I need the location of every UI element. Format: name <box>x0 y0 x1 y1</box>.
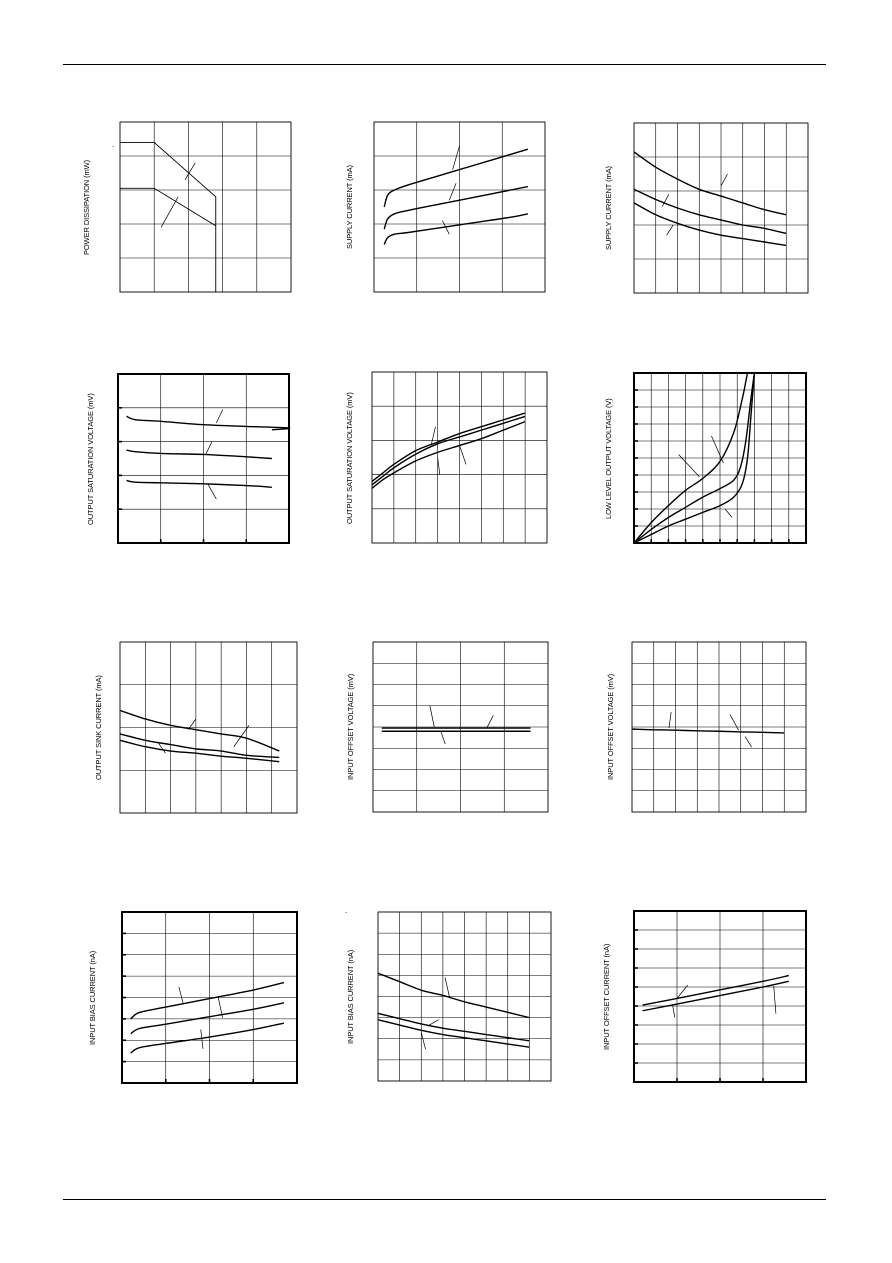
series-line-1 <box>378 973 529 1017</box>
series-line-1 <box>120 710 279 751</box>
y-axis-label: SUPPLY CURRENT (mA) <box>345 165 354 249</box>
leader-line <box>438 458 440 475</box>
leader-line <box>725 509 732 518</box>
leader-line <box>206 442 212 455</box>
chart-power-dissipation <box>120 122 291 292</box>
y-axis-label: INPUT OFFSET VOLTAGE (mV) <box>606 673 615 780</box>
leader-line <box>188 719 196 730</box>
series-line-1 <box>131 983 284 1019</box>
series-line-3 <box>131 1023 284 1053</box>
leader-line <box>216 409 222 423</box>
series-line-1 <box>634 152 786 215</box>
series-line-3 <box>372 422 525 489</box>
leader-line <box>487 715 494 728</box>
series-line-2 <box>634 189 786 233</box>
plot-frame <box>120 122 291 292</box>
chart-svg <box>634 123 808 293</box>
y-axis-label: INPUT BIAS CURRENT (nA) <box>88 950 97 1045</box>
y-axis-label: OUTPUT SATURATION VOLTAGE (mV) <box>345 391 354 524</box>
chart-input-offset-voltage-2 <box>632 642 806 812</box>
leader-line <box>179 987 183 1004</box>
leader-line <box>673 1006 675 1017</box>
chart-svg <box>372 372 547 543</box>
series-line-3 <box>120 740 279 761</box>
y-axis-label: LOW LEVEL OUTPUT VOLTAGE (V) <box>604 397 613 519</box>
chart-svg <box>634 911 806 1082</box>
chart-supply-current-2 <box>634 123 808 293</box>
leader-line <box>669 712 671 728</box>
chart-svg <box>634 373 806 543</box>
chart-output-sink-current <box>120 642 297 813</box>
leader-line <box>730 714 739 730</box>
top-rule <box>63 64 826 65</box>
chart-input-offset-current <box>634 911 806 1082</box>
leader-line <box>201 1030 203 1049</box>
series-line-2 <box>384 187 528 230</box>
leader-line <box>667 225 674 235</box>
series-line-3 <box>384 214 528 245</box>
leader-line <box>161 197 178 228</box>
leader-line <box>745 737 752 748</box>
series-line-1 <box>632 729 784 733</box>
chart-svg <box>120 642 297 813</box>
y-axis-label: INPUT OFFSET VOLTAGE (mV) <box>346 673 355 780</box>
leader-line <box>208 484 217 499</box>
chart-input-offset-voltage-1 <box>373 642 548 812</box>
leader-line <box>449 183 456 200</box>
chart-input-bias-current-1 <box>122 912 297 1083</box>
chart-svg <box>120 122 291 292</box>
leader-line <box>430 706 434 727</box>
series-line-1 <box>127 416 290 430</box>
chart-svg <box>632 642 806 812</box>
bottom-rule <box>63 1199 826 1200</box>
leader-line <box>774 986 776 1014</box>
leader-line <box>721 174 728 186</box>
leader-line <box>460 446 467 465</box>
leader-line <box>441 731 445 744</box>
chart-svg <box>378 912 551 1081</box>
leader-line <box>711 436 723 463</box>
series-line-3 <box>127 480 272 487</box>
chart-output-saturation-voltage-1 <box>118 374 289 543</box>
chart-output-saturation-voltage-2 <box>372 372 547 543</box>
leader-line <box>453 146 460 170</box>
leader-line <box>421 1032 425 1049</box>
chart-svg <box>118 374 289 543</box>
series-line-2 <box>131 1003 284 1034</box>
chart-low-level-output-voltage <box>634 373 806 543</box>
y-axis-label: SUPPLY CURRENT (mA) <box>604 166 613 250</box>
y-axis-label: POWER DISSIPATION (mW) <box>82 159 91 255</box>
series-line-1 <box>643 976 789 1005</box>
chart-supply-current-1 <box>374 122 545 292</box>
chart-svg <box>374 122 545 292</box>
stray-mark: . <box>112 140 115 149</box>
chart-svg <box>122 912 297 1083</box>
y-axis-label: OUTPUT SATURATION VOLTAGE (mV) <box>86 392 95 525</box>
chart-input-bias-current-2 <box>378 912 551 1081</box>
series-line-2 <box>127 450 272 458</box>
series-line-2 <box>120 188 216 225</box>
stray-mark: . <box>345 906 348 915</box>
y-axis-label: INPUT OFFSET CURRENT (nA) <box>602 943 611 1050</box>
y-axis-label: INPUT BIAS CURRENT (nA) <box>346 949 355 1044</box>
chart-svg <box>373 642 548 812</box>
leader-line <box>445 977 449 996</box>
series-line-3 <box>378 1020 529 1047</box>
series-line-2 <box>643 981 789 1010</box>
leader-line <box>428 1020 439 1026</box>
y-axis-label: OUTPUT SINK CURRENT (mA) <box>94 675 103 780</box>
